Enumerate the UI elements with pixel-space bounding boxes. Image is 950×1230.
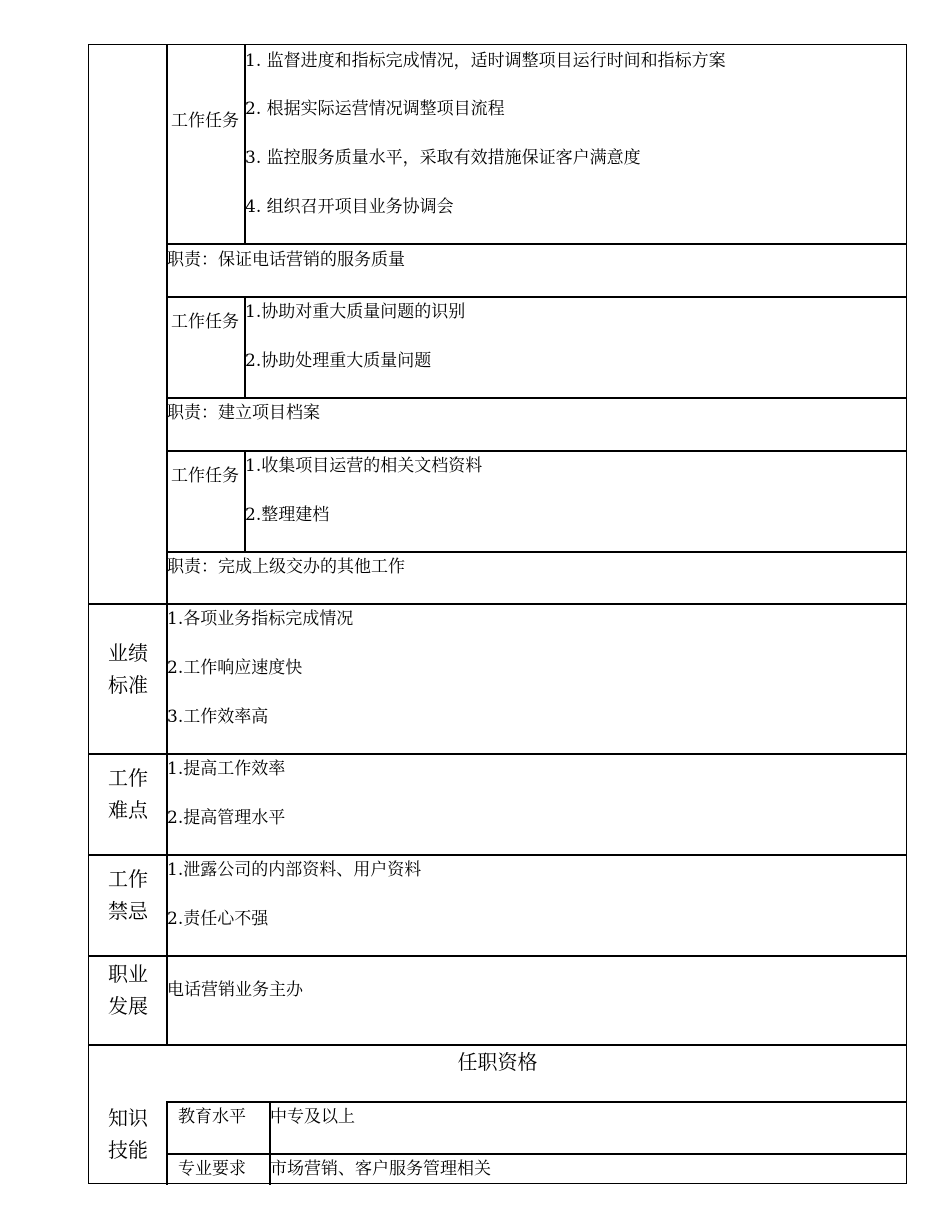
career-value: 电话营销业务主办 [167,980,303,1000]
taboo-label: 工作禁忌 [108,867,148,923]
performance-item: 3.工作效率高 [167,707,269,727]
qualification-key: 专业要求 [178,1159,246,1179]
qualification-title: 任职资格 [457,1050,538,1074]
task-item: 2.整理建档 [245,505,330,525]
task-label-1: 工作任务 [171,111,239,131]
performance-label: 业绩标准 [108,641,148,697]
task-item: 1.收集项目运营的相关文档资料 [245,456,483,476]
task-label-3: 工作任务 [171,466,239,486]
difficulty-item: 1.提高工作效率 [167,759,286,779]
career-label: 职业发展 [108,962,148,1018]
difficulty-label: 工作难点 [108,766,148,822]
knowledge-label: 知识技能 [108,1106,148,1162]
performance-item: 2.工作响应速度快 [167,658,303,678]
task-item: 3. 监控服务质量水平，采取有效措施保证客户满意度 [245,148,641,168]
task-label-2: 工作任务 [171,312,239,332]
task-item: 1. 监督进度和指标完成情况，适时调整项目运行时间和指标方案 [245,51,726,71]
task-item: 1.协助对重大质量问题的识别 [245,302,466,322]
performance-item: 1.各项业务指标完成情况 [167,609,354,629]
duty-text: 职责：保证电话营销的服务质量 [167,250,405,270]
duty-text: 职责：建立项目档案 [167,403,320,423]
task-item: 4. 组织召开项目业务协调会 [245,197,454,217]
qualification-key: 教育水平 [178,1107,246,1127]
task-item: 2.协助处理重大质量问题 [245,351,432,371]
job-description-table [88,44,907,1184]
task-item: 2. 根据实际运营情况调整项目流程 [245,99,505,119]
duty-text: 职责：完成上级交办的其他工作 [167,557,405,577]
qualification-value: 中专及以上 [270,1107,355,1127]
difficulty-item: 2.提高管理水平 [167,808,286,828]
taboo-item: 1.泄露公司的内部资料、用户资料 [167,860,422,880]
taboo-item: 2.责任心不强 [167,909,269,929]
qualification-value: 市场营销、客户服务管理相关 [270,1159,491,1179]
